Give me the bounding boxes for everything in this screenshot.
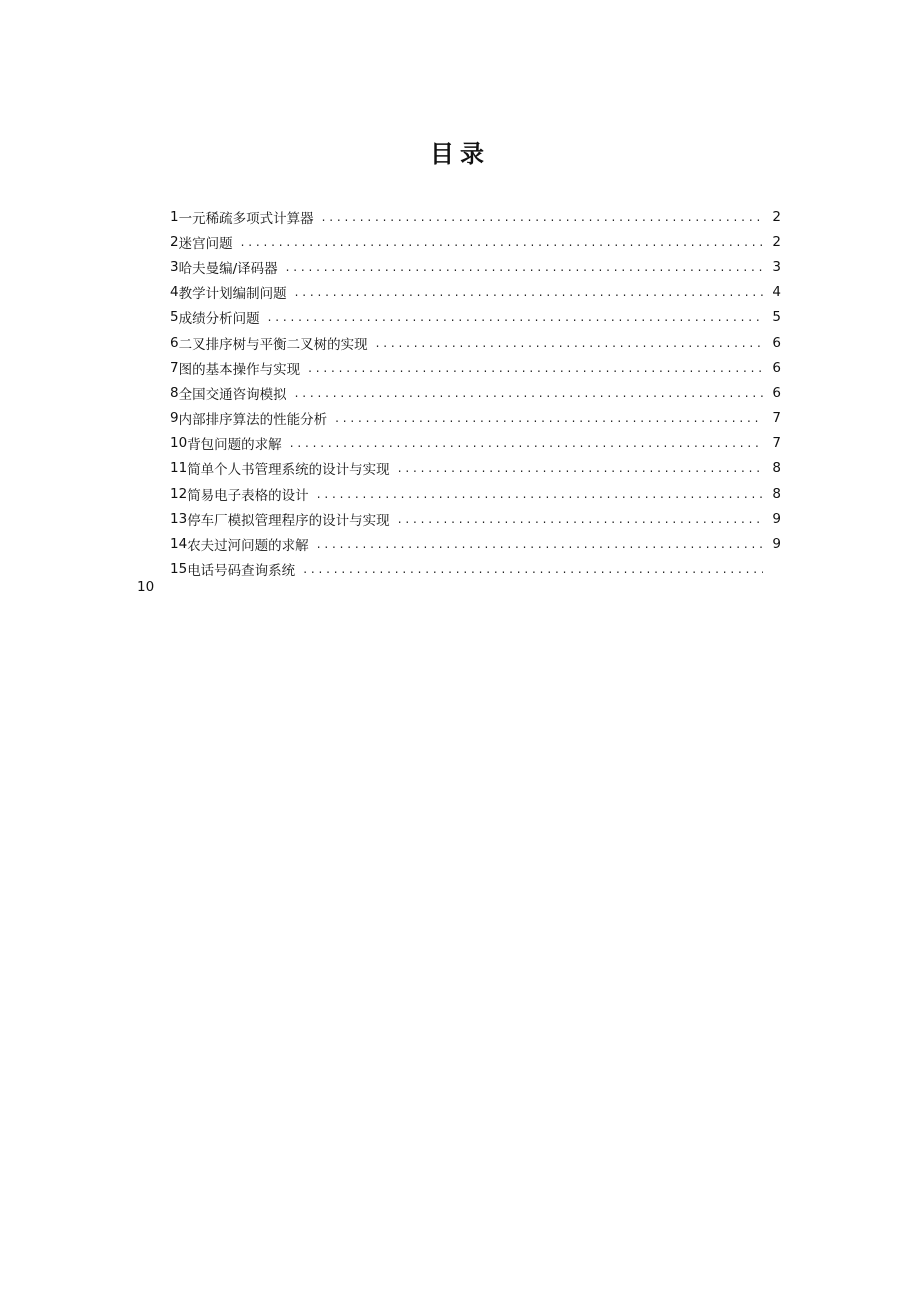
toc-entry-number: 3 bbox=[170, 258, 179, 275]
toc-entry-page: 3 bbox=[772, 258, 781, 275]
toc-entry-title: 农夫过河问题的求解 bbox=[187, 538, 309, 555]
toc-entry[interactable] bbox=[170, 204, 781, 229]
toc-entry-page: 6 bbox=[772, 334, 781, 351]
toc-entry-number: 12 bbox=[170, 485, 188, 502]
toc-entry-number: 9 bbox=[170, 410, 179, 427]
toc-entry-title: 电话号码查询系统 bbox=[187, 563, 296, 580]
toc-entry-page: 6 bbox=[772, 359, 781, 376]
toc-entry-title: 教学计划编制问题 bbox=[178, 286, 287, 303]
dot-leader bbox=[268, 310, 763, 324]
toc-entry-title: 一元稀疏多项式计算器 bbox=[178, 210, 314, 227]
toc-entry-number: 5 bbox=[170, 309, 179, 326]
toc-entry-page: 7 bbox=[772, 435, 781, 452]
toc-entry-number: 15 bbox=[170, 561, 188, 578]
toc-entry[interactable] bbox=[170, 330, 781, 355]
toc-entry-title: 迷宫问题 bbox=[178, 235, 233, 252]
toc-entry-number: 4 bbox=[170, 284, 179, 301]
dot-leader bbox=[295, 285, 763, 299]
dot-leader bbox=[376, 336, 763, 350]
toc-entry-number: 8 bbox=[170, 384, 179, 401]
dot-leader bbox=[241, 235, 763, 249]
dot-leader bbox=[303, 562, 763, 576]
toc-entry[interactable] bbox=[170, 531, 781, 556]
toc-wrapped-page-number: 10 bbox=[137, 579, 155, 595]
dot-leader bbox=[286, 260, 763, 274]
toc-entry-title: 简易电子表格的设计 bbox=[187, 487, 309, 504]
toc-entry-number: 6 bbox=[170, 334, 179, 351]
toc-entry[interactable] bbox=[170, 355, 781, 380]
dot-leader bbox=[335, 411, 763, 425]
toc-entry[interactable] bbox=[170, 380, 781, 405]
toc-entry-title: 图的基本操作与实现 bbox=[178, 361, 301, 378]
toc-entry-number: 11 bbox=[170, 460, 188, 477]
toc-entry-page: 2 bbox=[772, 208, 781, 225]
toc-entry[interactable] bbox=[170, 506, 781, 531]
toc-entry-title: 二叉排序树与平衡二叉树的实现 bbox=[178, 336, 368, 353]
toc-entry-title: 哈夫曼编/译码器 bbox=[178, 260, 278, 277]
dot-leader bbox=[398, 461, 763, 475]
toc-entry-page: 6 bbox=[772, 384, 781, 401]
toc-entry[interactable] bbox=[170, 557, 781, 582]
dot-leader bbox=[295, 386, 763, 400]
toc-entry-number: 14 bbox=[170, 536, 188, 553]
toc-entry-page: 4 bbox=[772, 284, 781, 301]
toc-entry[interactable] bbox=[170, 431, 781, 456]
toc-entry-page: 8 bbox=[772, 485, 781, 502]
toc-entry-title: 全国交通咨询模拟 bbox=[178, 386, 287, 403]
toc-entry[interactable] bbox=[170, 481, 781, 506]
toc-entry[interactable] bbox=[170, 406, 781, 431]
toc-entry-title: 内部排序算法的性能分析 bbox=[178, 412, 328, 429]
toc-entry-page: 9 bbox=[772, 510, 781, 527]
toc-entry-page: 9 bbox=[772, 536, 781, 553]
toc-entry[interactable] bbox=[170, 456, 781, 481]
dot-leader bbox=[308, 361, 763, 375]
table-of-contents bbox=[170, 204, 781, 582]
dot-leader bbox=[317, 487, 763, 501]
toc-entry-number: 1 bbox=[170, 208, 179, 225]
dot-leader bbox=[322, 210, 763, 224]
toc-entry-title: 背包问题的求解 bbox=[187, 437, 282, 454]
dot-leader bbox=[290, 436, 763, 450]
dot-leader bbox=[398, 512, 763, 526]
toc-entry-title: 成绩分析问题 bbox=[178, 311, 260, 328]
toc-entry[interactable] bbox=[170, 305, 781, 330]
toc-entry[interactable] bbox=[170, 280, 781, 305]
toc-entry-title: 简单个人书管理系统的设计与实现 bbox=[187, 462, 390, 479]
page-title: 目录 bbox=[430, 140, 490, 168]
toc-entry-number: 10 bbox=[170, 435, 188, 452]
toc-entry-number: 13 bbox=[170, 510, 188, 527]
toc-entry-page: 5 bbox=[772, 309, 781, 326]
toc-entry-page: 8 bbox=[772, 460, 781, 477]
toc-entry-title: 停车厂模拟管理程序的设计与实现 bbox=[187, 512, 390, 529]
toc-entry-page: 7 bbox=[772, 410, 781, 427]
dot-leader bbox=[317, 537, 763, 551]
toc-entry-number: 2 bbox=[170, 233, 179, 250]
toc-entry[interactable] bbox=[170, 254, 781, 279]
toc-entry[interactable] bbox=[170, 229, 781, 254]
toc-entry-page: 2 bbox=[772, 233, 781, 250]
toc-entry-number: 7 bbox=[170, 359, 179, 376]
